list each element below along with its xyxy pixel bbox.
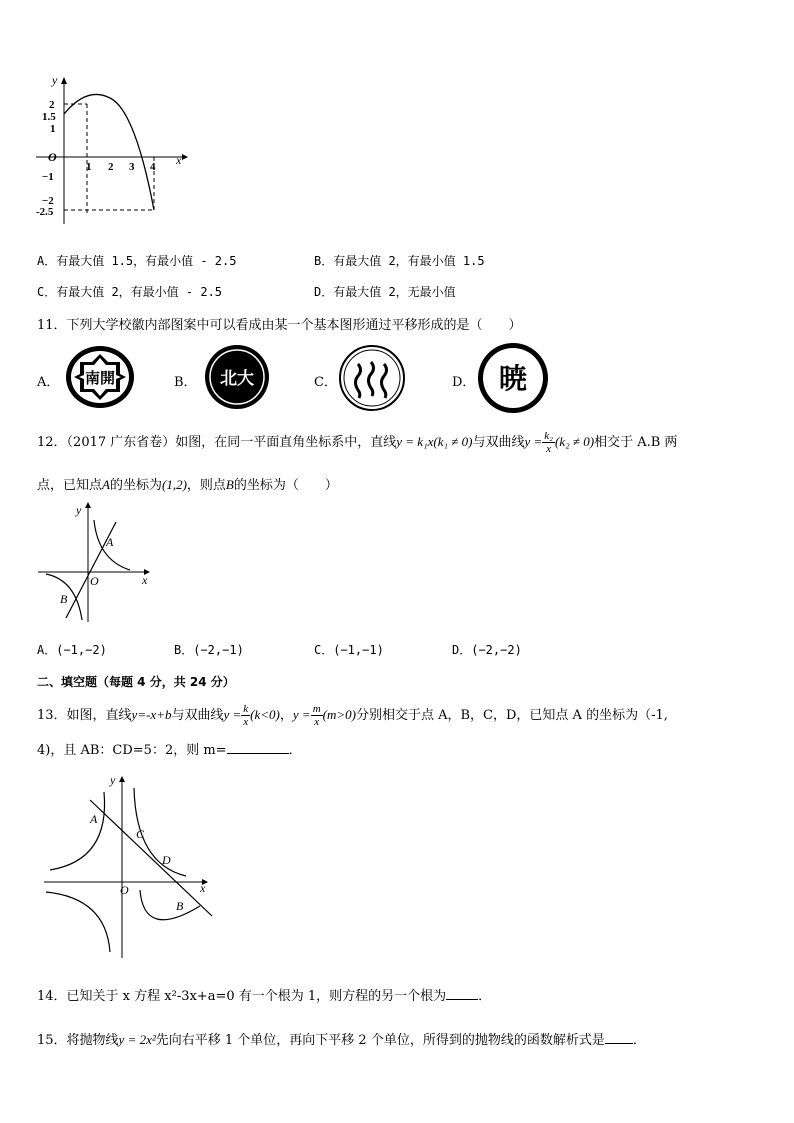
q12-line2-b: 的坐标为 (109, 478, 162, 493)
section-heading: 二、填空题（每题 4 分，共 24 分） (37, 675, 235, 689)
q13-line-eq: y=-x+b (131, 707, 172, 722)
q13-h1-den: x (243, 716, 249, 728)
q10-option-a[interactable]: A．有最大值 1.5，有最小值 - 2.5 (37, 254, 237, 268)
q13-line2-text: 4)，且 AB：CD=5：2，则 m= (37, 743, 227, 758)
q15-line (37, 1029, 646, 1048)
q12-option-d[interactable]: D．(−2,−2) (452, 643, 522, 657)
fig10-origin: O (48, 150, 57, 164)
q12-hyper-den: x (546, 443, 552, 455)
emblem-d-text: 暁 (498, 364, 528, 395)
q12-prefix: 12．（2017 广东省卷）如图，在同一平面直角坐标系中，直线 (37, 435, 397, 450)
q13-line2 (37, 739, 302, 758)
q13-fig-y: y (110, 773, 116, 787)
q10-option-c[interactable]: C．有最大值 2，有最小值 - 2.5 (37, 285, 223, 299)
q12-line1 (37, 430, 677, 455)
q12-hyper-num: k₂ (544, 430, 553, 442)
q13-h2-cond: (m>0) (322, 707, 356, 722)
q12-fig-y: y (76, 503, 82, 517)
fig10-ytick-neg2-5: -2.5 (36, 206, 54, 218)
emblem-d-image[interactable] (476, 342, 550, 414)
q13-h2-frac (311, 703, 323, 728)
q11-stem: 11．下列大学校徽内部图案中可以看成由某一个基本图形通过平移形成的是（ ） (37, 318, 522, 333)
q13-prefix: 13．如图，直线 (37, 708, 132, 723)
q13-fig-x: x (200, 881, 206, 895)
fig10-x-label: x (176, 153, 182, 167)
q12-graph (36, 500, 156, 625)
q12-fig-x: x (142, 573, 148, 587)
q14-text: 14．已知关于 x 方程 x²-3x+a=0 有一个根为 1，则方程的另一个根为 (37, 989, 447, 1004)
q12-hyper-cond: (k₂ ≠ 0) (554, 434, 595, 449)
q11-option-a-label[interactable]: A． (37, 375, 60, 390)
q10-option-d[interactable]: D．有最大值 2，无最小值 (314, 285, 456, 299)
q13-fig-d: D (162, 853, 171, 867)
q13-fig-a: A (90, 812, 98, 826)
fig10-xtick-2: 2 (108, 161, 114, 173)
q14-end: ． (478, 989, 492, 1004)
q12-hyper-y: y = (524, 434, 543, 449)
q12-option-a[interactable]: A．(−1,−2) (37, 643, 107, 657)
fig10-ytick-1-5: 1.5 (42, 111, 56, 123)
q13-line2-end: ． (288, 743, 302, 758)
fig10-ytick-2: 2 (49, 99, 55, 111)
q13-h1-cond: (k<0) (250, 707, 280, 722)
q15-eq: y = 2x² (118, 1032, 156, 1047)
q11-option-d-label[interactable]: D． (452, 375, 476, 390)
q13-sep: ， (279, 708, 293, 723)
fig10-y-label: y (52, 73, 58, 87)
emblem-b-image[interactable] (204, 344, 270, 410)
q15-prefix: 15．将抛物线 (37, 1033, 119, 1048)
q12-line2-c: ，则点 (186, 478, 226, 493)
emblem-a-text: 南開 (85, 371, 115, 387)
q14-answer-blank[interactable] (446, 987, 478, 1000)
q12-line2 (37, 474, 338, 493)
fig10-ytick-neg2: −2 (42, 195, 54, 207)
q12-point-b: B (225, 477, 234, 492)
q10-option-b[interactable]: B．有最大值 2，有最小值 1.5 (314, 254, 485, 268)
q12-point-a: A (102, 477, 110, 492)
q13-fig-c: C (136, 827, 145, 841)
q12-line2-a: 点，已知点 (37, 478, 103, 493)
q12-coord: (1,2) (161, 477, 187, 492)
q12-hyper-frac (542, 430, 555, 455)
q13-h1-y: y = (223, 707, 242, 722)
q12-suffix: 相交于 A.B 两 (594, 435, 678, 450)
fig10-ytick-neg1: −1 (42, 171, 54, 183)
fig10-xtick-1: 1 (86, 161, 92, 173)
q13-answer-blank[interactable] (227, 741, 289, 754)
q13-mid: 与双曲线 (171, 708, 224, 723)
q15-suffix: 先向右平移 1 个单位，再向下平移 2 个单位，所得到的抛物线的函数解析式是 (155, 1033, 605, 1048)
q13-h2-y: y = (292, 707, 311, 722)
emblem-c-image[interactable] (338, 344, 406, 412)
q13-suffix: 分别相交于点 A，B，C，D，已知点 A 的坐标为（-1, (355, 708, 668, 723)
q12-line-eq: y = k₁x(k₁ ≠ 0) (396, 434, 473, 449)
q11-option-b-label[interactable]: B． (174, 375, 197, 390)
q13-h2-den: x (314, 716, 320, 728)
q12-line2-d: 的坐标为（ ） (233, 478, 338, 493)
q11-option-c-label[interactable]: C． (314, 375, 337, 390)
emblem-b-text: 北大 (220, 369, 254, 388)
q13-line1 (37, 703, 668, 728)
q13-h1-num: k (243, 703, 249, 715)
q12-option-b[interactable]: B．(−2,−1) (174, 643, 244, 657)
fig10-ytick-1: 1 (50, 123, 56, 135)
emblem-a-image[interactable] (64, 344, 136, 410)
q12-fig-b: B (60, 592, 68, 606)
q12-fig-o: O (90, 574, 99, 588)
fig10-xtick-4: 4 (150, 161, 156, 173)
q12-fig-a: A (106, 535, 114, 549)
fig10-xtick-3: 3 (129, 161, 135, 173)
q15-answer-blank[interactable] (605, 1031, 633, 1044)
q12-mid: 与双曲线 (472, 435, 525, 450)
q10-graph (30, 70, 190, 230)
q13-fig-b: B (176, 899, 184, 913)
q13-graph (40, 770, 220, 960)
q13-h2-num: m (312, 703, 321, 715)
q15-end: ． (632, 1033, 646, 1048)
q13-fig-o: O (120, 883, 129, 897)
q12-option-c[interactable]: C．(−1,−1) (314, 643, 384, 657)
q13-h1-frac (241, 703, 250, 728)
q14-line (37, 985, 491, 1004)
